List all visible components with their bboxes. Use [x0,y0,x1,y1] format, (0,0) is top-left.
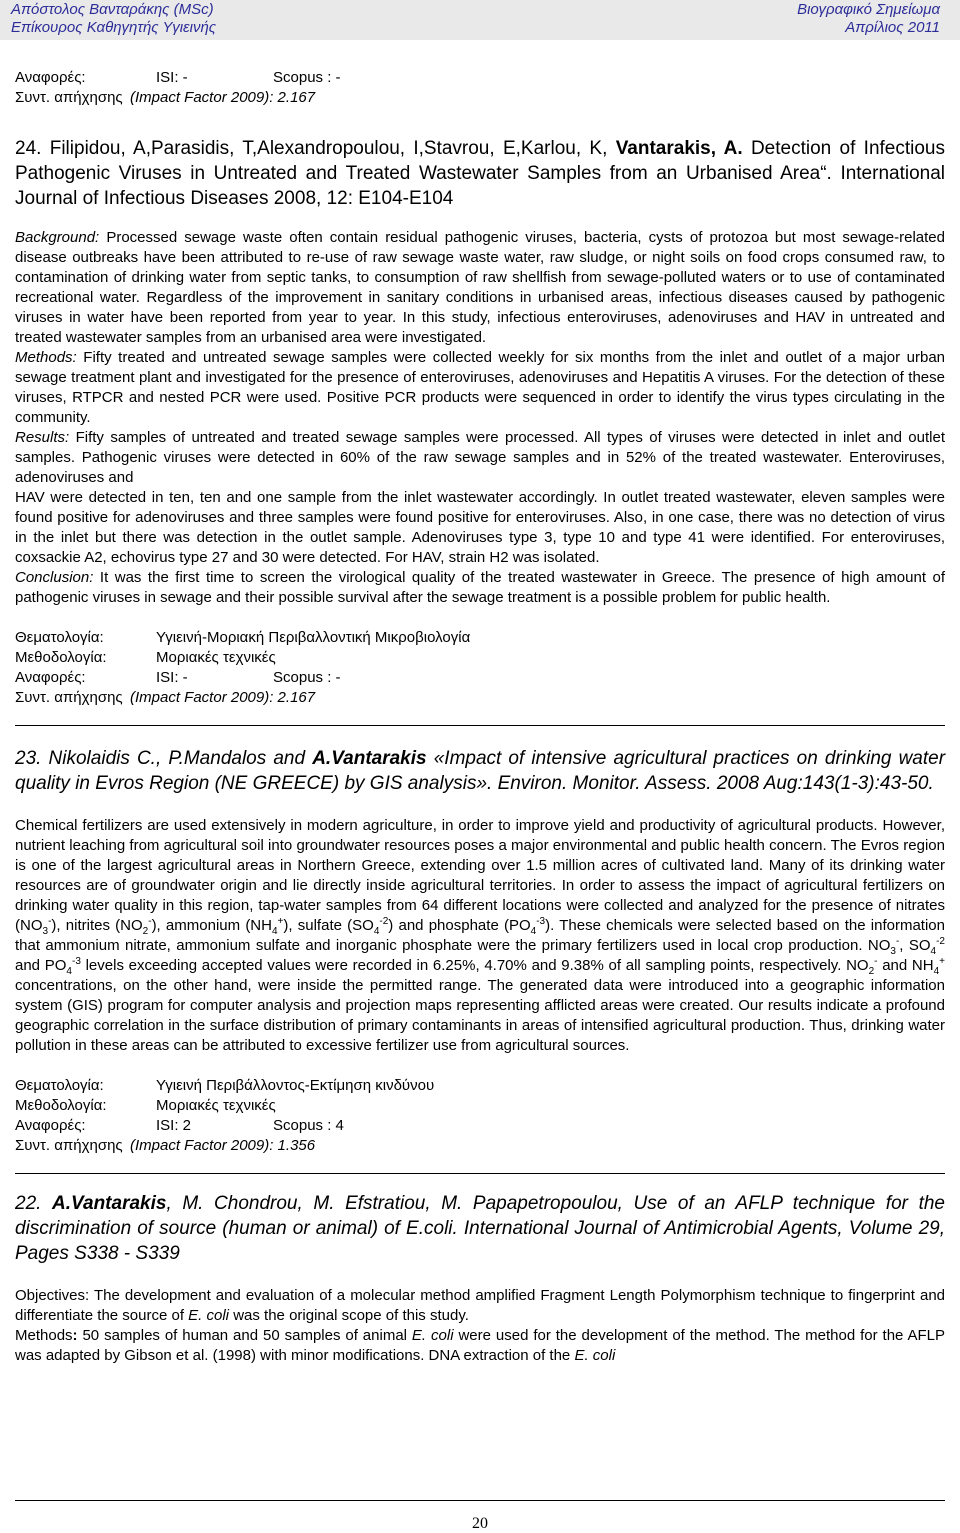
topic-value: Υγιεινή-Μοριακή Περιβαλλοντική Μικροβιολογία [156,629,471,646]
objectives-text: Objectives: The development and evaluation of a molecular method amplified Fragment Length Polymorphism technique to fingerprint and differentiate the source of [15,1287,945,1324]
publication-24-reference [15,136,945,211]
pub-title: «Impact of intensive agricultural practices on drinking water quality in Evros Region (NE GREECE) by GIS analysis». Environ. Monitor. Assess. 2008 Aug:143(1-3):43-50. [15,748,946,794]
pub-number: 24. [15,138,42,159]
methods-label: Methods [15,1327,73,1344]
pub-journal: International Journal of Infectious Diseases 2008, 12: E104-E104 [15,163,946,209]
publication-24-meta [15,628,945,708]
abstract-text: , SO [899,937,931,954]
header-author: Απόστολος Βανταράκης (MSc) [11,1,214,18]
topic-value: Υγιεινή Περιβάλλοντος-Εκτίμηση κινδύνου [156,1077,435,1094]
abstract-text: ). These chemicals were selected based on the information that ammonium nitrate, ammonium sulfate and inorganic phosphate were the primary fertilizers used in local crop production. NO [15,917,945,954]
superscript: + [277,916,284,927]
subscript: 4 [373,926,380,937]
publication-23-meta [15,1076,945,1156]
page-number: 20 [472,1515,488,1532]
publication-23-abstract [15,816,945,1056]
pub-citation: , M. Chondrou, M. Efstratiou, M. Papapetropoulou, Use of an AFLP technique for the discrimination of source (human or animal) of E.coli. International Journal of Antimicrobial Agents, Volume 29, Pages S338 - S339 [15,1193,945,1264]
superscript: - [874,956,878,967]
subscript: 4 [271,926,278,937]
footer-rule [15,1500,945,1501]
abstract-text: ), sulfate (SO [283,917,374,934]
conclusion-label: Conclusion: [15,569,94,586]
conclusion-text: It was the first time to screen the virological quality of the treated wastewater in Greece. The presence of high amount of pathogenic viruses in sewage and their possible survival after the sewage treatment is a possible problem for public health. [15,569,946,606]
superscript: - [895,936,900,947]
subscript: 3 [890,946,896,957]
publication-23-reference [15,746,945,796]
methods-text: 50 samples of human and 50 samples of animal [77,1327,407,1344]
methods-text-2: were used for the development of the method. The method for the AFLP was adapted by Gibson et al. (1998) with minor modifications. DNA extraction of the [15,1327,945,1364]
publication-24-abstract [15,228,945,608]
scopus-value: Scopus : - [273,69,341,86]
superscript: - [48,916,52,927]
page-header [0,0,960,40]
pub-authors: Filipidou, A,Parasidis, T,Alexandropoulou, I,Stavrou, E,Karlou, K, [49,138,608,159]
refs-label: Αναφορές: [15,1117,86,1134]
abstract-text: ) and phosphate (PO [388,917,531,934]
background-text: Processed sewage waste often contain residual pathogenic viruses, bacteria, cysts of protozoa but most sewage-related disease outbreaks have been attributed to re-use of raw sewage waste water, raw sludge, or night soils on food crops consumed raw, to contamination of drinking water from septic tanks, to consumption of raw shellfish from sewage-polluted waters or to use of contaminated recreational water. Regardless of the improvement in sanitary conditions in urbanised areas, infectious diseases caused by pathogenic viruses in water have been reported from year to year. In this study, infectious enteroviruses, adenoviruses and HAV in untreated and treated wastewater samples from an urbanised area were investigated. [15,229,945,346]
pub-author-highlight: A.Vantarakis [312,748,427,769]
pub-title: Detection of Infectious Pathogenic Viruses in Untreated and Treated Wastewater Samples from an Urbanised Area“. [15,138,946,184]
method-label: Μεθοδολογία: [15,649,107,666]
isi-value: ISI: 2 [156,1117,192,1134]
abstract-text: concentrations, on the other hand, were inside the permitted range. The generated data were introduced into a geographic information system (GIS) program for computer analysis and projection maps representing afflicted areas were created. Our results indicate a profound geographic correlation in the surface distribution of primary contaminants in areas of intensified agricultural production. Thus, drinking water pollution in these areas can be attributed to excessive fertilizer use from agricultural sources. [15,977,945,1054]
results-label: Results: [15,429,70,446]
method-value: Μοριακές τεχνικές [156,649,276,666]
abstract-text: ), ammonium (NH [151,917,272,934]
scopus-value: Scopus : - [273,669,341,686]
abstract-text: Chemical fertilizers are used extensively in modern agriculture, in order to improve yield and productivity of agricultural products. However, nutrient leaching from agricultural soil into groundwater resources poses a major environmental and public health concern. The Evros region is one of the largest agricultural areas in Northern Greece, extending over 1.5 million acres of cultivated land. Many of its drinking water resources are of groundwater origin and lie directly inside agricultural territories. In order to assess the impact of agricultural fertilizers on drinking water quality in this region, tap-water samples from 64 different locations were collected and analyzed for the presence of nitrates (NO [15,817,945,934]
subscript: 3 [42,926,49,937]
results-text-1: Fifty samples of untreated and treated sewage samples were processed. All types of viruses were detected in inlet and outlet samples. Pathogenic viruses were detected in 60% of the raw sewage samples and in 52% of the treated wastewater. Enteroviruses, adenoviruses and [15,429,946,486]
objectives-text-end: was the original scope of this study. [233,1307,469,1324]
scopus-value: Scopus : 4 [273,1117,344,1134]
pub-author-highlight: Vantarakis, A. [615,138,743,159]
results-text-2: HAV were detected in ten, ten and one sample from the inlet wastewater accordingly. In outlet treated wastewater, eleven samples were found positive for adenoviruses and three samples were found positive for enteroviruses. Also, in one case, there was no detection of virus in the inlet but there was detection in the outlet sample. Adenoviruses type 3, type 10 and type 41 were identified. For enteroviruses, coxsackie A2, echovirus type 27 and 30 were detected. For HAV, strain H2 was isolated. [15,489,945,566]
ecoli-term: E. coli [574,1347,616,1364]
publication-22-abstract [15,1286,945,1366]
citations-label: Συντ. απήχησης [15,89,123,106]
subscript: 4 [66,966,72,977]
header-doc-title: Βιογραφικό Σημείωμα [797,1,940,18]
pub-number: 22. [15,1193,42,1214]
superscript: - [148,916,152,927]
method-label: Μεθοδολογία: [15,1097,107,1114]
topic-label: Θεματολογία: [15,1077,104,1094]
top-meta [15,68,945,108]
background-label: Background: [15,229,100,246]
superscript: -2 [379,916,389,927]
superscript: -3 [536,916,546,927]
superscript: + [939,956,945,967]
publication-22-reference [15,1191,945,1266]
abstract-text: ), nitrites (NO [51,917,143,934]
isi-value: ISI: - [156,669,188,686]
subscript: 4 [530,926,537,937]
subscript: 2 [868,966,875,977]
header-position: Επίκουρος Καθηγητής Υγιεινής [11,19,217,36]
methods-text: Fifty treated and untreated sewage samples were collected weekly for six months from the inlet and outlet of a major urban sewage treatment plant and investigated for the presence of enteroviruses, adenoviruses and Hepatitis A viruses. For the detection of these viruses, RTPCR and nested PCR were used. Positive PCR products were sequenced in order to identify the virus types circulating in the community. [15,349,946,426]
header-date: Απρίλιος 2011 [845,19,940,36]
isi-value: ISI: - [156,69,188,86]
page-content [15,68,945,1366]
pub-author-highlight: A.Vantarakis [52,1193,167,1214]
refs-label: Αναφορές: [15,669,86,686]
subscript: 4 [930,946,937,957]
methods-colon: : [72,1327,78,1344]
superscript: -2 [936,936,945,947]
superscript: -3 [71,956,81,967]
refs-label: Αναφορές: [15,69,86,86]
abstract-text: and NH [877,957,934,974]
separator [15,1173,945,1174]
impact-factor: (Impact Factor 2009): 2.167 [130,689,316,706]
topic-label: Θεματολογία: [15,629,104,646]
ecoli-term: E. coli [411,1327,454,1344]
ecoli-term: E. coli [188,1307,230,1324]
impact-factor: (Impact Factor 2009): 2.167 [130,89,316,106]
impact-factor: (Impact Factor 2009): 1.356 [130,1137,316,1154]
citations-label: Συντ. απήχησης [15,689,123,706]
method-value: Μοριακές τεχνικές [156,1097,276,1114]
separator [15,725,945,726]
subscript: 2 [142,926,149,937]
pub-authors: Nikolaidis C., P.Mandalos and [48,748,306,769]
subscript: 4 [933,966,940,977]
abstract-text: levels exceeding accepted values were recorded in 6.25%, 4.70% and 9.38% of all sampling points, respectively. NO [80,957,869,974]
citations-label: Συντ. απήχησης [15,1137,123,1154]
pub-number: 23. [15,748,42,769]
abstract-text: and PO [15,957,67,974]
methods-label: Methods: [15,349,77,366]
